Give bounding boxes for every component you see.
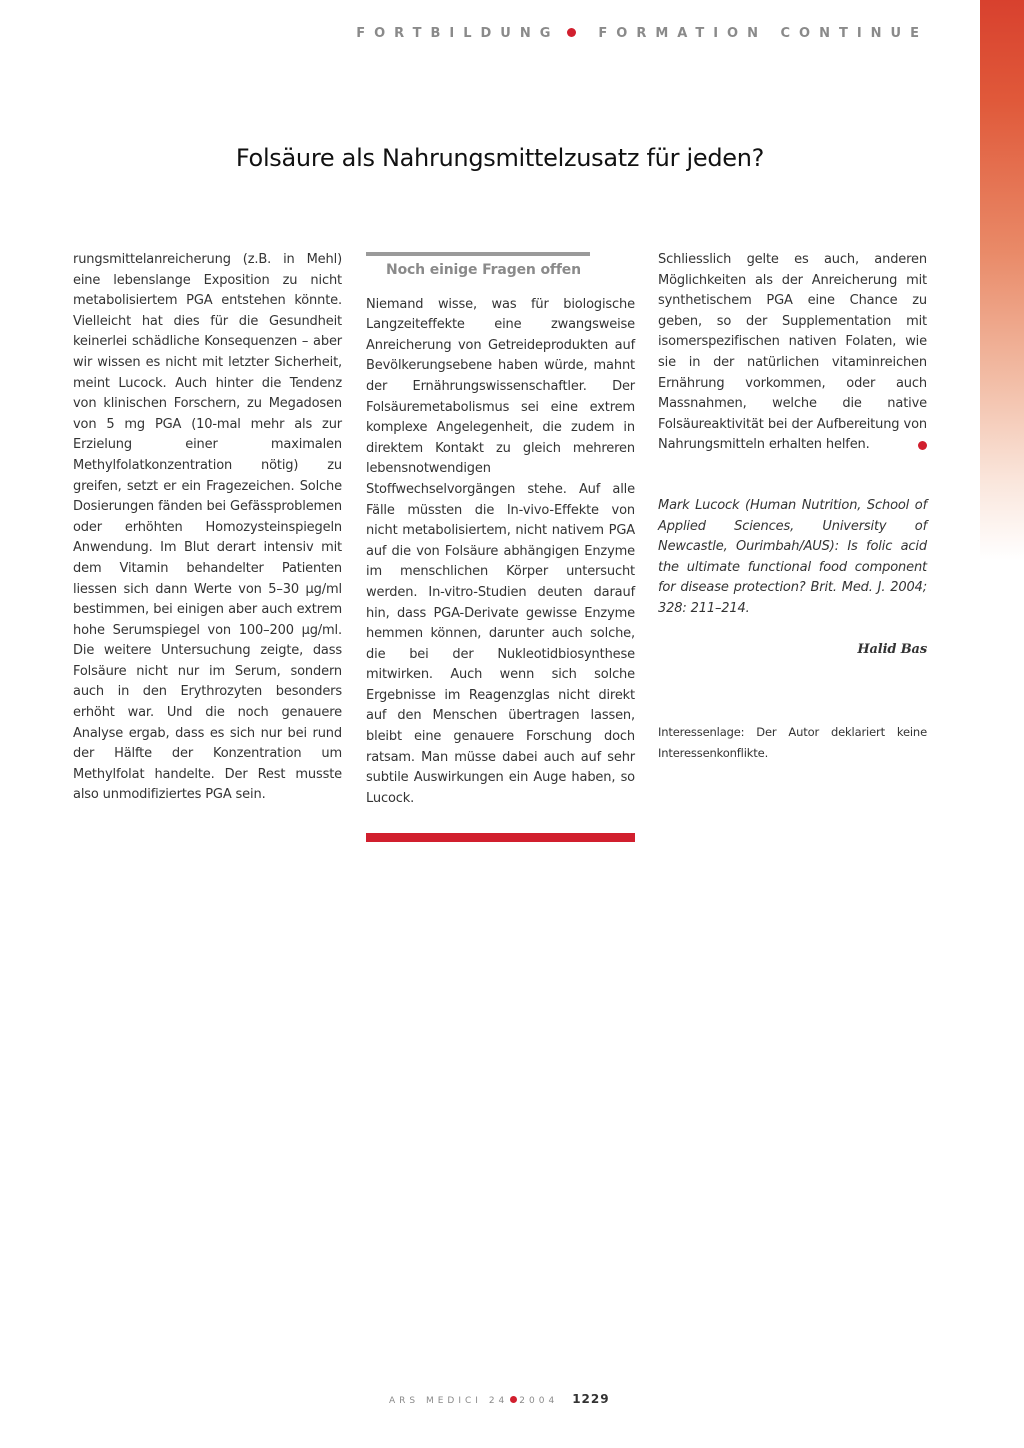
- column-2-text: Niemand wisse, was für biologische Langzeiteffekte eine zwangsweise Anreicherung von Getreideprodukten auf Bevölkerungsebene haben würde, mahnt der Ernährungswissenschaftler. Der Folsäuremetabolismus sei eine extrem komplexe Angelegenheit, die zudem in direktem Kontakt zu gleich mehreren lebensnotwendigen Stoffwechselvorgängen stehe. Auf alle Fälle müssten die In-vivo-Effekte von nicht metabolisiertem, nicht nativem PGA auf die von Folsäure abhängigen Enzyme im menschlichen Körper untersucht werden. In-vitro-Studien deuten darauf hin, dass PGA-Derivate gewisse Enzyme hemmen können, darunter auch solche, die bei der Nukleotidbiosynthese mitwirken. Auch wenn sich solche Ergebnisse im Reagenzglas nicht direkt auf den Menschen übertragen lassen, bleibt eine genauere Forschung doch ratsam. Man müsse dabei auch auf sehr subtile Auswirkungen ein Auge haben, so Lucock.: [366, 296, 635, 806]
- column-3: [658, 250, 927, 763]
- end-mark-icon: [918, 441, 927, 450]
- reference: Mark Lucock (Human Nutrition, School of Applied Sciences, University of Newcastle, Ourimbah/AUS): Is folic acid the ultimate functional food component for disease protection? Brit. Med. J. 2004; 328: 211–214.: [658, 497, 927, 616]
- header-left: FORTBILDUNG: [356, 26, 560, 41]
- column-2: [366, 250, 635, 842]
- interest-statement: Interessenlage: Der Autor deklariert keine Interessenkonflikte.: [658, 725, 927, 760]
- footer-journal: ARS MEDICI 24: [389, 1396, 509, 1406]
- column-1: [73, 250, 342, 806]
- footer-dot-icon: [510, 1396, 517, 1403]
- decorative-side-band: [980, 0, 1024, 560]
- page-number: 1229: [572, 1392, 610, 1406]
- section-header: [356, 26, 928, 41]
- column-3-text: Schliesslich gelte es auch, anderen Möglichkeiten als der Anreicherung mit synthetischem PGA eine Chance zu geben, so der Supplementation mit isomerspezifischen nativen Folaten, wie sie in der natürlichen vitaminreichen Ernährung vorkommen, oder auch Massnahmen, welche die native Folsäureaktivität bei der Aufbereitung von Nahrungsmitteln erhalten helfen.: [658, 252, 927, 453]
- article-title: Folsäure als Nahrungsmittelzusatz für jeden?: [235, 144, 765, 172]
- bullet-dot-icon: [567, 28, 576, 37]
- author-name: Halid Bas: [857, 641, 927, 657]
- page-footer: [389, 1392, 610, 1406]
- column-3-body: [658, 250, 927, 456]
- footer-year: 2004: [519, 1396, 559, 1406]
- header-right: FORMATION CONTINUE: [598, 26, 928, 41]
- column-1-text: rungsmittelanreicherung (z.B. in Mehl) eine lebenslange Exposition zu nicht metabolisiertem PGA entstehen könnte. Vielleicht hat dies für die Gesundheit keinerlei schädliche Konsequenzen – aber wir wissen es nicht mit letzter Sicherheit, meint Lucock. Auch hinter die Tendenz von klinischen Forschern, zu Megadosen von 5 mg PGA (10-mal mehr als zur Erzielung einer maximalen Methylfolatkonzentration nötig) zu greifen, setzt er ein Fragezeichen. Solche Dosierungen fänden bei Gefässproblemen oder erhöhten Homozysteinspiegeln Anwendung. Im Blut derart intensiv mit dem Vitamin behandelter Patienten liessen sich dann Werte von 5–30 µg/ml bestimmen, bei einigen aber auch extrem hohe Serumspiegel von 100–200 µg/ml. Die weitere Untersuchung zeigte, dass Folsäure nicht nur im Serum, sondern auch in den Erythrozyten besonders erhöht war. Und die noch genauere Analyse ergab, dass es sich nur bei rund der Hälfte der Konzentration um Methylfolat handelte. Der Rest musste also unmodifiziertes PGA sein.: [73, 252, 342, 803]
- box-top-rule: [366, 252, 590, 256]
- box-bottom-rule: [366, 833, 635, 842]
- subsection-heading: Noch einige Fragen offen: [386, 262, 581, 278]
